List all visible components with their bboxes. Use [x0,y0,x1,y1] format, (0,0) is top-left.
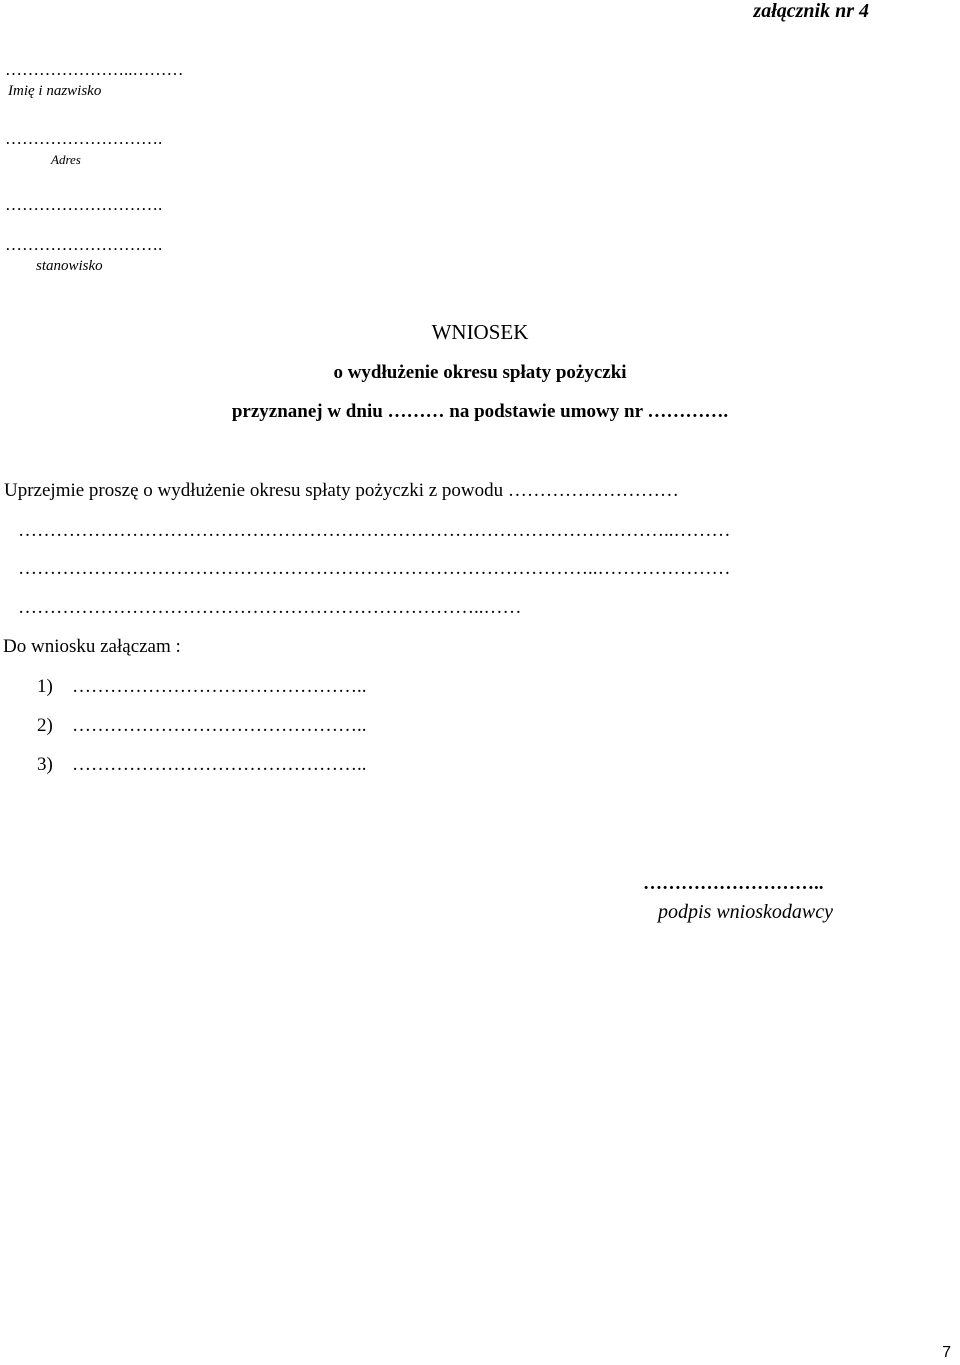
annex-label: załącznik nr 4 [753,0,869,22]
subtitle-line-2: przyznanej w dniu ……… na podstawie umowy nr …………. [231,401,729,422]
position-dots-2: ………………………. [5,235,163,254]
address-caption: Adres [51,152,81,167]
attachment-number-3: 3) [37,754,53,775]
attachment-dots-1: ……………………………………….. [72,676,367,697]
attachment-number-2: 2) [37,715,53,736]
position-caption: stanowisko [36,258,103,274]
address-dots: ………………………. [5,129,163,148]
name-caption: Imię i nazwisko [8,83,102,99]
attachment-dots-3: ……………………………………….. [72,754,367,775]
signature-dots: ……………………….. [643,873,824,894]
name-dots: …………………..……… [5,60,184,79]
subtitle-line-1: o wydłużenie okresu spłaty pożyczki [333,362,627,383]
reason-line-1: …………………………………………………………………………………………..……… [18,520,731,541]
attachments-heading: Do wniosku załączam : [3,636,181,657]
request-text: Uprzejmie proszę o wydłużenie okresu spłaty pożyczki z powodu ……………………… [4,480,679,501]
page-number: 7 [942,1344,951,1361]
position-dots-1: ………………………. [5,195,163,214]
document-title: WNIOSEK [431,320,529,344]
attachment-number-1: 1) [37,676,53,697]
attachment-dots-2: ……………………………………….. [72,715,367,736]
reason-line-2: ………………………………………………………………………………..………………… [18,558,731,579]
reason-line-3: ………………………………………………………………..…… [18,597,522,618]
signature-caption: podpis wnioskodawcy [658,901,833,923]
